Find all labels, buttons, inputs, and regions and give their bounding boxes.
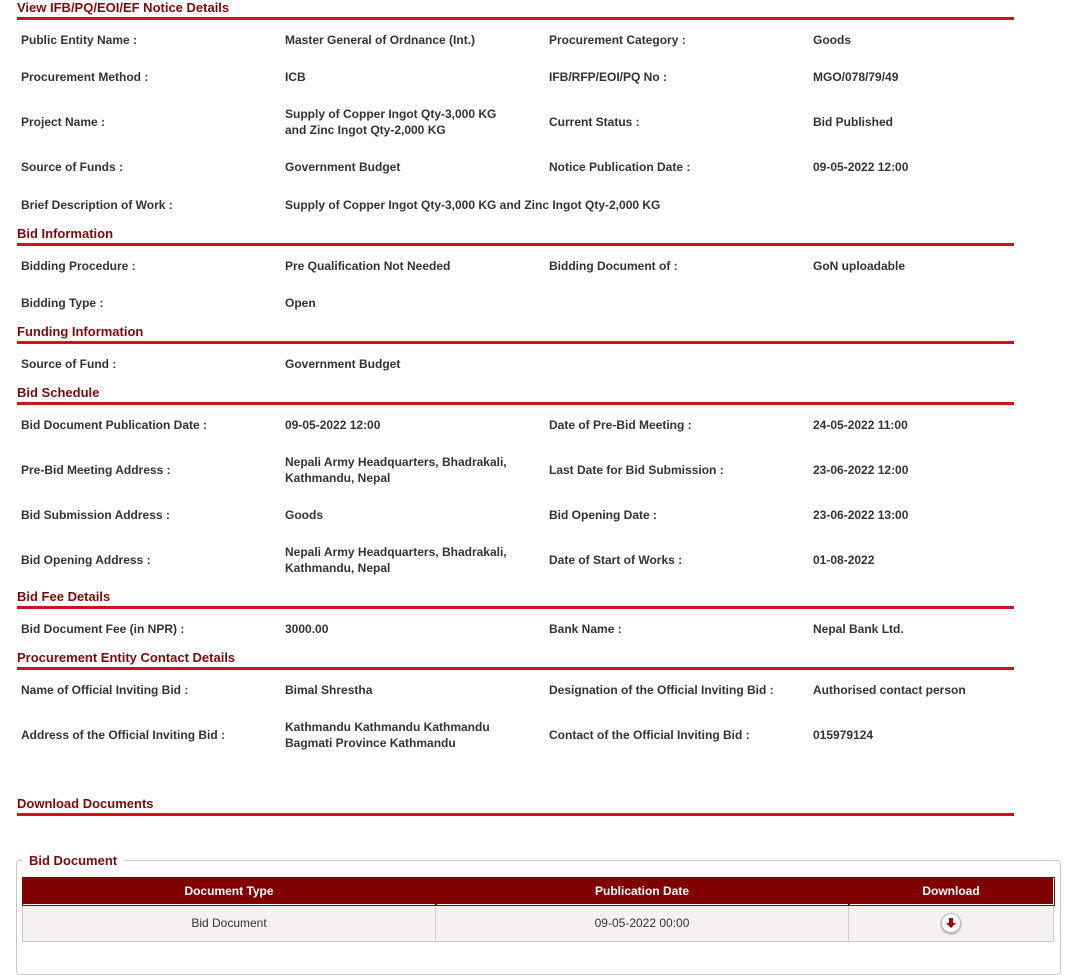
last-date-bid-submission-value: 23-06-2022 12:00 [813,463,909,477]
bid-opening-address-value: Nepali Army Headquarters, Bhadrakali, Kathmandu, Nepal [285,545,507,575]
section-title-contact-details: Procurement Entity Contact Details [17,650,1014,670]
bidding-type-value: Open [285,296,316,310]
bid-document-legend: Bid Document [29,853,118,868]
column-header-publication-date: Publication Date [436,878,849,905]
start-of-works-date-label: Date of Start of Works : [549,553,683,567]
section-title-funding-information: Funding Information [17,324,1014,344]
bidding-document-of-value: GoN uploadable [813,259,906,273]
pre-bid-meeting-address-label: Pre-Bid Meeting Address : [21,463,171,477]
official-address-label: Address of the Official Inviting Bid : [21,728,226,742]
current-status-value: Bid Published [813,115,894,129]
procurement-method-label: Procurement Method : [21,70,149,84]
pre-bid-meeting-address-value: Nepali Army Headquarters, Bhadrakali, Kathmandu, Nepal [285,455,507,485]
bank-name-value: Nepal Bank Ltd. [813,622,904,636]
table-header-row [23,878,1054,905]
section-title-bid-information: Bid Information [17,226,1014,246]
download-icon[interactable] [941,913,961,933]
section-title-download-documents: Download Documents [17,796,1014,816]
official-contact-value: 015979124 [813,728,874,742]
document-type-cell: Bid Document [23,905,436,942]
official-designation-label: Designation of the Official Inviting Bid : [549,683,774,697]
section-title-notice: View IFB/PQ/EOI/EF Notice Details [17,0,1014,20]
project-name-label: Project Name : [21,115,106,129]
public-entity-label: Public Entity Name : [21,33,138,47]
bid-submission-address-label: Bid Submission Address : [21,508,170,522]
procurement-method-value: ICB [285,70,306,84]
bid-document-publication-date-label: Bid Document Publication Date : [21,418,208,432]
procurement-category-label: Procurement Category : [549,33,686,47]
pre-bid-meeting-date-value: 24-05-2022 11:00 [813,418,908,432]
project-name-value: Supply of Copper Ingot Qty-3,000 KG and Zinc Ingot Qty-2,000 KG [285,107,497,137]
notice-publication-date-label: Notice Publication Date : [549,160,691,174]
documents-table [22,877,1054,942]
bid-opening-date-value: 23-06-2022 13:00 [813,508,909,522]
official-address-value: Kathmandu Kathmandu Kathmandu Bagmati Province Kathmandu [285,720,490,750]
current-status-label: Current Status : [549,115,640,129]
bidding-procedure-label: Bidding Procedure : [21,259,136,273]
bid-document-publication-date-value: 09-05-2022 12:00 [285,418,381,432]
official-name-value: Bimal Shrestha [285,683,373,697]
bidding-document-of-label: Bidding Document of : [549,259,678,273]
download-cell [849,905,1054,942]
bank-name-label: Bank Name : [549,622,622,636]
column-header-download: Download [849,878,1054,905]
bid-opening-date-label: Bid Opening Date : [549,508,657,522]
last-date-bid-submission-label: Last Date for Bid Submission : [549,463,724,477]
source-of-fund-value: Government Budget [285,357,401,371]
public-entity-value: Master General of Ordnance (Int.) [285,33,476,47]
start-of-works-date-value: 01-08-2022 [813,553,875,567]
publication-date-cell: 09-05-2022 00:00 [436,905,849,942]
official-contact-label: Contact of the Official Inviting Bid : [549,728,750,742]
brief-description-value: Supply of Copper Ingot Qty-3,000 KG and Zinc Ingot Qty-2,000 KG [285,198,661,212]
ifb-number-value: MGO/078/79/49 [813,70,899,84]
source-of-funds-label: Source of Funds : [21,160,123,174]
bid-submission-address-value: Goods [285,508,323,522]
procurement-category-value: Goods [813,33,851,47]
ifb-number-label: IFB/RFP/EOI/PQ No : [549,70,668,84]
bid-document-fee-value: 3000.00 [285,622,329,636]
section-title-bid-fee-details: Bid Fee Details [17,589,1014,609]
source-of-funds-value: Government Budget [285,160,401,174]
official-designation-value: Authorised contact person [813,683,966,697]
bid-document-fee-label: Bid Document Fee (in NPR) : [21,622,185,636]
table-row [23,905,1054,942]
brief-description-label: Brief Description of Work : [21,198,173,212]
bid-opening-address-label: Bid Opening Address : [21,553,151,567]
bidding-procedure-value: Pre Qualification Not Needed [285,259,451,273]
source-of-fund-label: Source of Fund : [21,357,117,371]
column-header-document-type: Document Type [23,878,436,905]
pre-bid-meeting-date-label: Date of Pre-Bid Meeting : [549,418,692,432]
section-title-bid-schedule: Bid Schedule [17,385,1014,405]
bidding-type-label: Bidding Type : [21,296,104,310]
official-name-label: Name of Official Inviting Bid : [21,683,189,697]
notice-publication-date-value: 09-05-2022 12:00 [813,160,909,174]
